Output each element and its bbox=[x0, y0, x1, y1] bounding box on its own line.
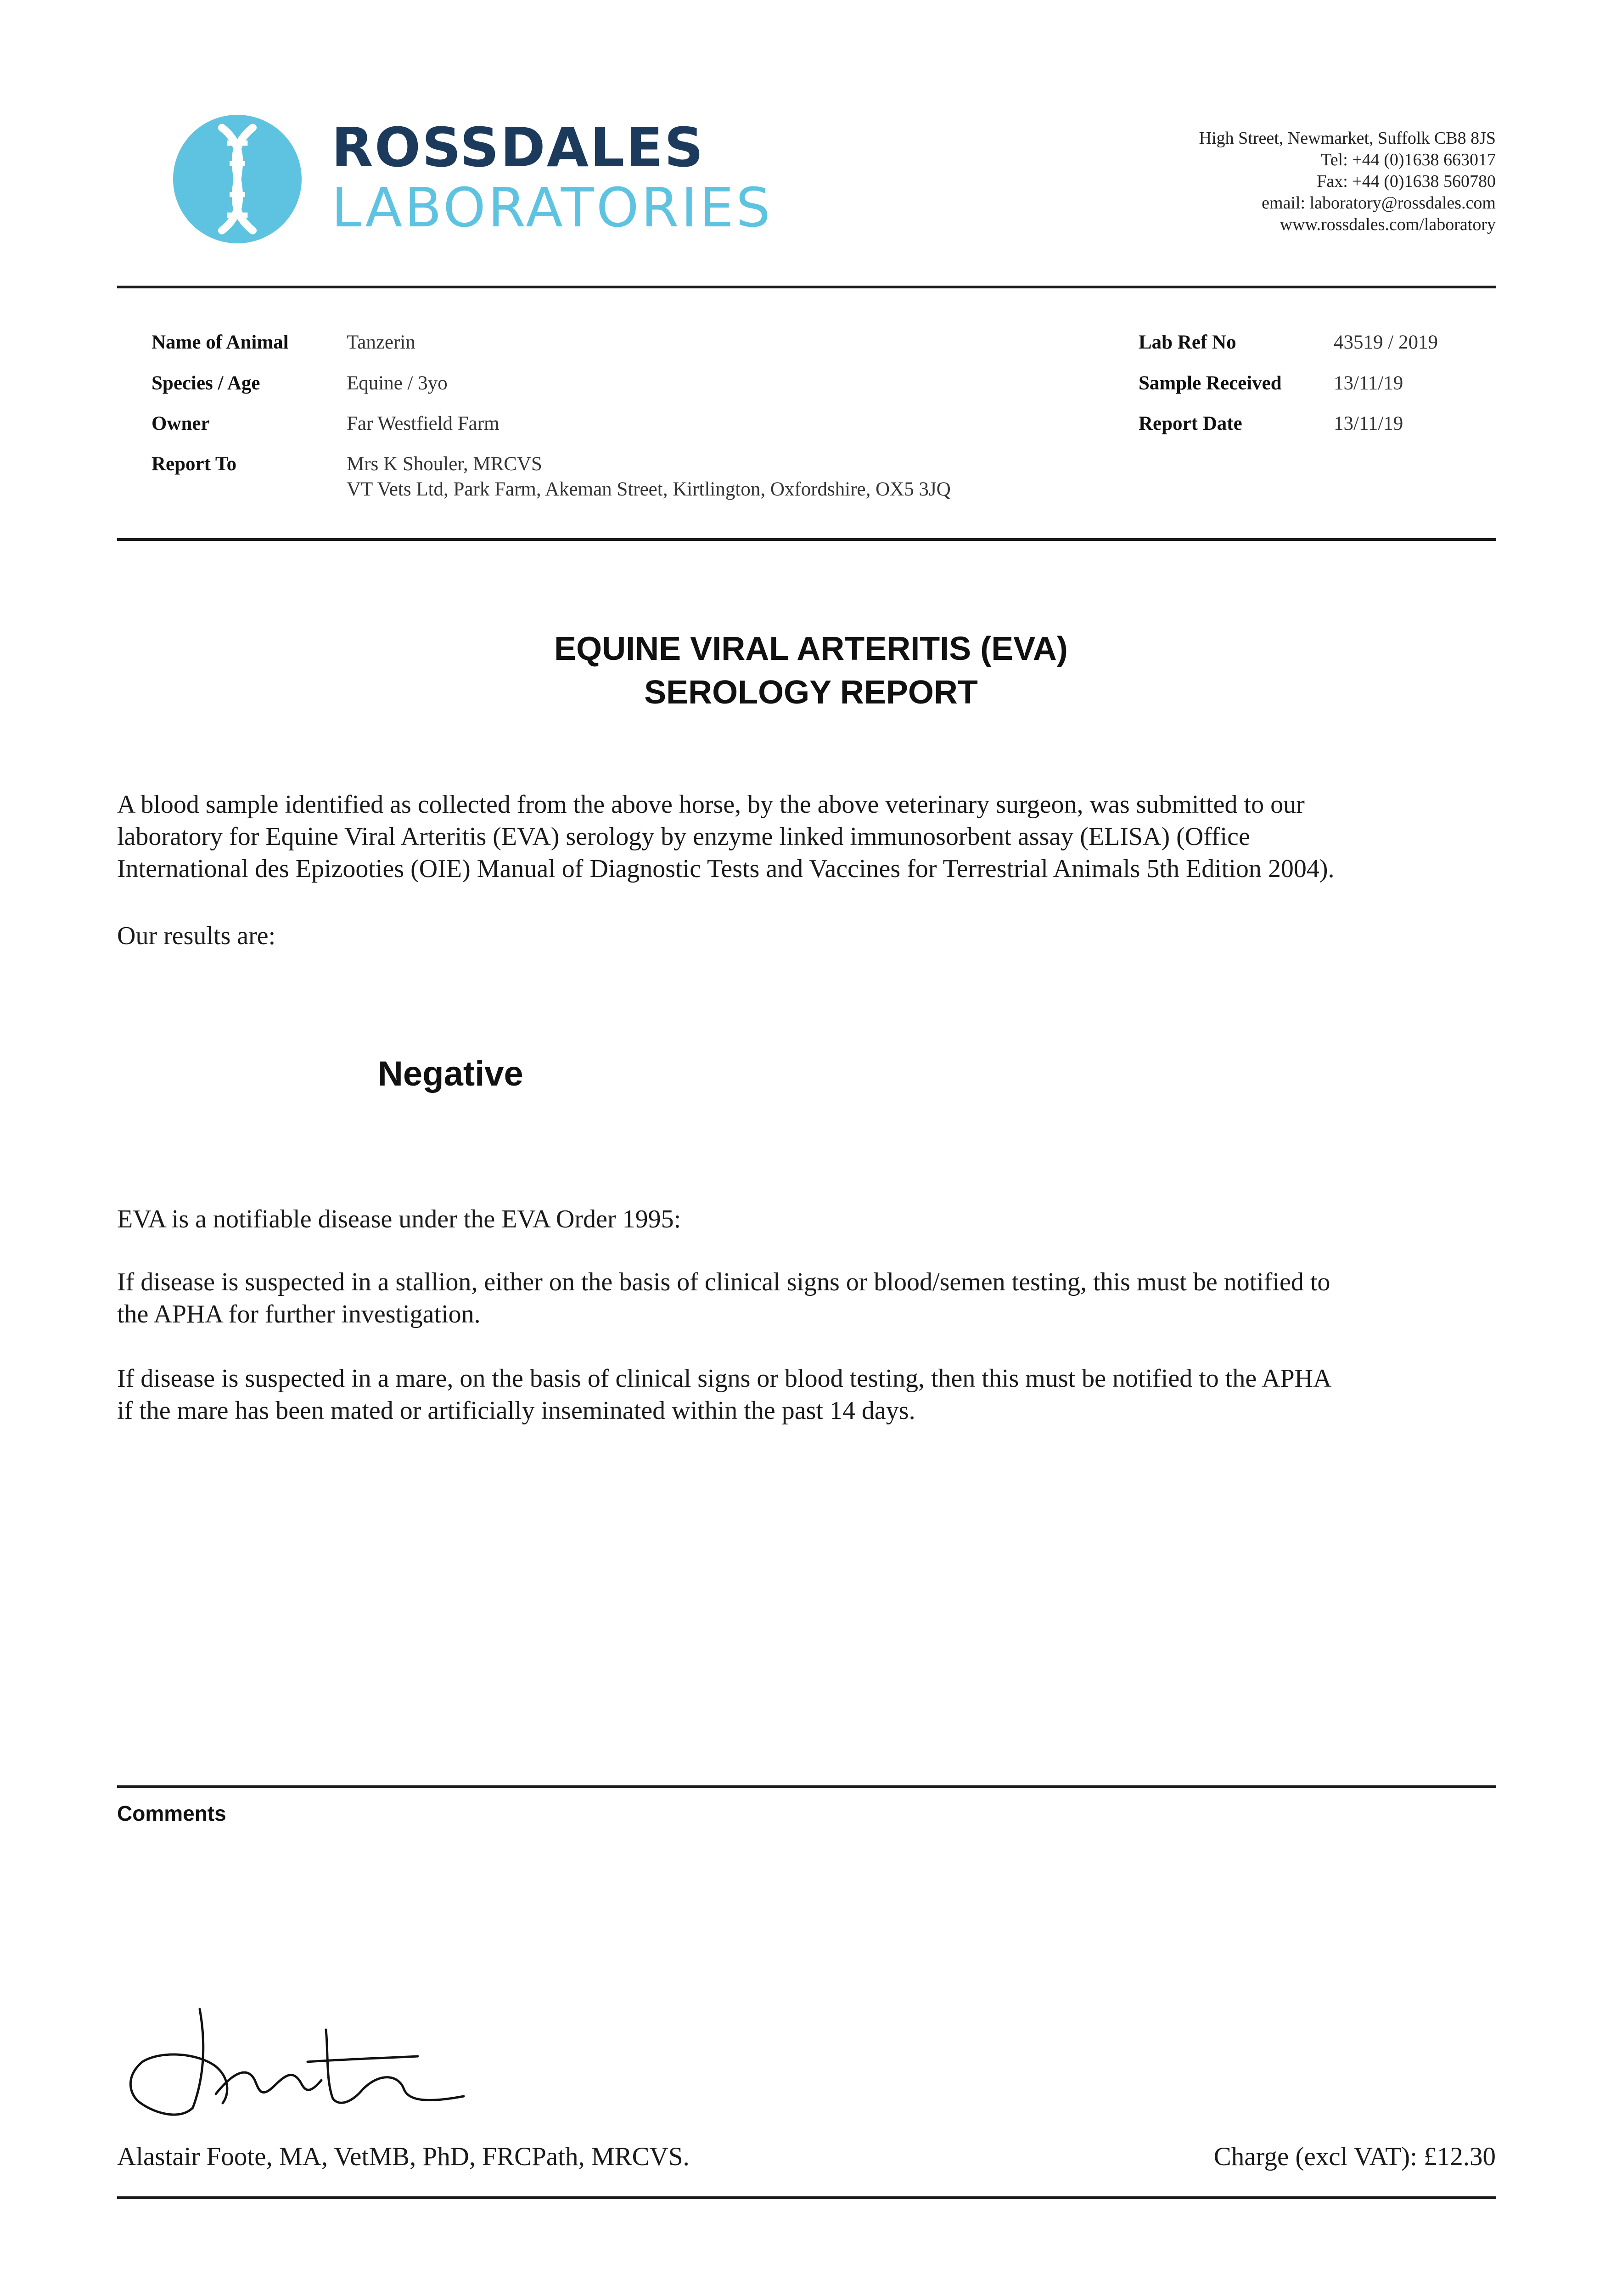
brand-subtitle: LABORATORIES bbox=[331, 176, 773, 239]
charge-amount: Charge (excl VAT): £12.30 bbox=[1213, 2142, 1496, 2171]
notifiable-statement: EVA is a notifiable disease under the EVA Order 1995: bbox=[117, 1205, 681, 1233]
header-divider bbox=[117, 286, 1496, 288]
report-title-line2: SEROLOGY REPORT bbox=[644, 674, 978, 711]
report-date-value: 13/11/19 bbox=[1334, 413, 1403, 434]
email: email: laboratory@rossdales.com bbox=[1262, 193, 1496, 213]
telephone: Tel: +44 (0)1638 663017 bbox=[1321, 150, 1496, 169]
report-to-value: Mrs K Shouler, MRCVS bbox=[347, 453, 542, 475]
species-age-value: Equine / 3yo bbox=[347, 372, 448, 394]
report-to-label: Report To bbox=[152, 453, 237, 475]
owner-value: Far Westfield Farm bbox=[347, 413, 500, 434]
results-intro: Our results are: bbox=[117, 922, 276, 950]
test-result: Negative bbox=[378, 1054, 523, 1093]
intro-line: International des Epizooties (OIE) Manual of Diagnostic Tests and Vaccines for Terrestrial Animals 5th Edition 2004). bbox=[117, 855, 1335, 883]
stallion-line: If disease is suspected in a stallion, either on the basis of clinical signs or blood/semen testing, this must be notified to bbox=[117, 1268, 1330, 1296]
intro-paragraph bbox=[117, 788, 1504, 885]
report-to-address: VT Vets Ltd, Park Farm, Akeman Street, Kirtlington, Oxfordshire, OX5 3JQ bbox=[347, 478, 951, 500]
dna-helix-icon bbox=[173, 115, 302, 243]
stallion-line: the APHA for further investigation. bbox=[117, 1300, 481, 1328]
stallion-paragraph bbox=[117, 1266, 1504, 1330]
footer-divider bbox=[117, 2196, 1496, 2199]
signature bbox=[124, 2002, 482, 2122]
signatory-name: Alastair Foote, MA, VetMB, PhD, FRCPath, MRCVS. bbox=[117, 2142, 690, 2171]
owner-label: Owner bbox=[152, 413, 210, 434]
intro-line: laboratory for Equine Viral Arteritis (EVA) serology by enzyme linked immunosorbent assay (ELISA) (Office bbox=[117, 822, 1250, 851]
sample-received-value: 13/11/19 bbox=[1334, 372, 1403, 394]
lab-ref-label: Lab Ref No bbox=[1139, 332, 1236, 353]
mare-line: if the mare has been mated or artificially inseminated within the past 14 days. bbox=[117, 1396, 915, 1425]
lab-ref-value: 43519 / 2019 bbox=[1334, 332, 1438, 353]
name-of-animal-value: Tanzerin bbox=[347, 332, 415, 353]
mare-paragraph bbox=[117, 1362, 1504, 1427]
address: High Street, Newmarket, Suffolk CB8 8JS bbox=[1199, 129, 1496, 148]
brand-name: ROSSDALES bbox=[331, 116, 705, 179]
name-of-animal-label: Name of Animal bbox=[152, 332, 289, 353]
website: www.rossdales.com/laboratory bbox=[1280, 215, 1496, 234]
info-divider bbox=[117, 538, 1496, 541]
mare-line: If disease is suspected in a mare, on the basis of clinical signs or blood testing, then this must be notified to the APHA bbox=[117, 1364, 1332, 1393]
comments-divider bbox=[117, 1785, 1496, 1788]
contact-block bbox=[1199, 128, 1496, 236]
fax: Fax: +44 (0)1638 560780 bbox=[1317, 172, 1496, 191]
species-age-label: Species / Age bbox=[152, 372, 260, 394]
sample-received-label: Sample Received bbox=[1139, 372, 1282, 394]
comments-label: Comments bbox=[117, 1801, 226, 1825]
intro-line: A blood sample identified as collected from the above horse, by the above veterinary surgeon, was submitted to our bbox=[117, 790, 1305, 819]
report-date-label: Report Date bbox=[1139, 413, 1242, 434]
report-title-line1: EQUINE VIRAL ARTERITIS (EVA) bbox=[554, 630, 1068, 667]
